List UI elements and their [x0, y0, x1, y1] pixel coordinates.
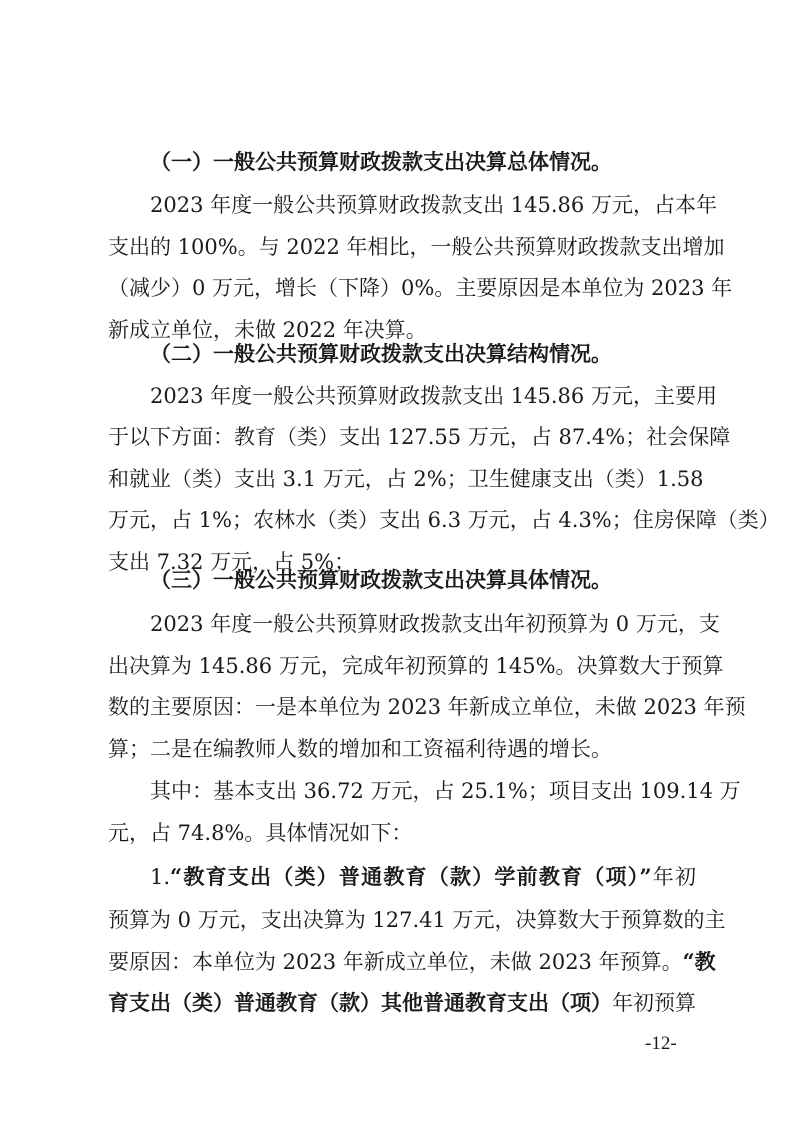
bold-item-title: 育支出（类）普通教育（款）其他普通教育支出（项）	[108, 990, 612, 1015]
paragraph-fragment: 年初	[651, 865, 696, 889]
paragraph-line: 于以下方面：教育（类）支出 127.55 万元，占 87.4%；社会保障	[108, 425, 731, 449]
paragraph-line: 出决算为 145.86 万元，完成年初预算的 145%。决算数大于预算	[108, 654, 724, 678]
section-heading-1: （一）一般公共预算财政拨款支出决算总体情况。	[150, 149, 612, 174]
paragraph-line: 数的主要原因：一是本单位为 2023 年新成立单位，未做 2023 年预	[108, 695, 746, 719]
bold-item-title: “教	[682, 949, 716, 974]
section-heading-3: （三）一般公共预算财政拨款支出决算具体情况。	[150, 567, 612, 592]
paragraph-fragment: 年初预算	[612, 991, 696, 1015]
paragraph-line: 2023 年度一般公共预算财政拨款支出 145.86 万元，占本年	[150, 193, 717, 217]
paragraph-line	[150, 862, 696, 892]
list-number: 1.	[150, 865, 171, 889]
paragraph-line: 2023 年度一般公共预算财政拨款支出年初预算为 0 万元，支	[150, 612, 720, 636]
paragraph-line: 算；二是在编教师人数的增加和工资福利待遇的增长。	[108, 737, 612, 761]
paragraph-line: 其中：基本支出 36.72 万元，占 25.1%；项目支出 109.14 万	[150, 779, 741, 803]
paragraph-fragment: 要原因：本单位为 2023 年新成立单位，未做 2023 年预算。	[108, 950, 683, 974]
paragraph-line	[108, 947, 716, 977]
paragraph-line: （减少）0 万元，增长（下降）0%。主要原因是本单位为 2023 年	[108, 276, 733, 300]
paragraph-line: 支出 7.32 万元，占 5%；	[108, 550, 356, 574]
bold-item-title: “教育支出（类）普通教育（款）学前教育（项）”	[170, 864, 652, 889]
paragraph-line: 新成立单位，未做 2022 年决算。	[108, 318, 427, 342]
paragraph-line: 2023 年度一般公共预算财政拨款支出 145.86 万元，主要用	[150, 384, 717, 408]
paragraph-line: 元，占 74.8%。具体情况如下：	[108, 821, 413, 845]
paragraph-line: 和就业（类）支出 3.1 万元，占 2%；卫生健康支出（类）1.58	[108, 467, 704, 491]
section-heading-2: （二）一般公共预算财政拨款支出决算结构情况。	[150, 341, 612, 366]
page-number: -12-	[645, 1033, 677, 1054]
paragraph-line	[108, 988, 696, 1018]
paragraph-line: 预算为 0 万元，支出决算为 127.41 万元，决算数大于预算数的主	[108, 908, 726, 932]
paragraph-line: 支出的 100%。与 2022 年相比，一般公共预算财政拨款支出增加	[108, 235, 725, 259]
paragraph-line: 万元，占 1%；农林水（类）支出 6.3 万元，占 4.3%；住房保障（类）	[108, 508, 780, 532]
